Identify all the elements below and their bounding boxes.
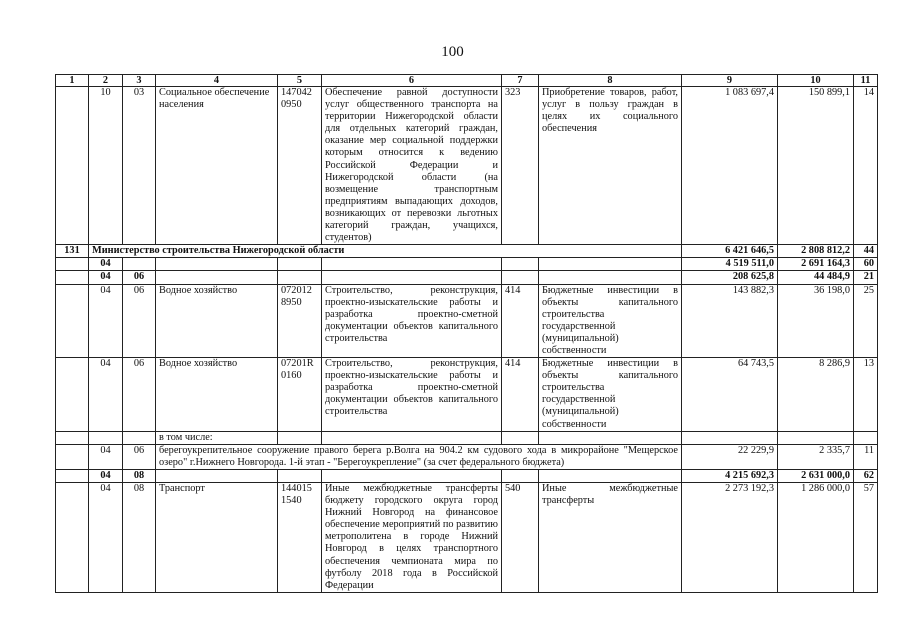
- table-row: [56, 284, 878, 358]
- object-description: берегоукрепительное сооружение правого берега р.Волга на 904.2 км судового хода в микрорайоне "Мещерское озеро" г.Нижнего Новгорода. 1-й этап - "Берегоукрепление" (за счет федерального бюджета): [156, 444, 682, 469]
- header-row: [56, 75, 878, 87]
- expense-description: Приобретение товаров, работ, услуг в пользу граждан в целях их социального обеспечения: [539, 87, 682, 245]
- expense-code: 540: [502, 483, 539, 593]
- percent: 21: [854, 271, 878, 284]
- target-description: Строительство, реконструкция, проектно-изыскательские работы и разработка проектно-сметной документации объектов капитального строительства: [322, 358, 502, 432]
- header-cell: 5: [278, 75, 322, 87]
- percent: 60: [854, 258, 878, 271]
- target-description: Строительство, реконструкция, проектно-изыскательские работы и разработка проектно-сметной документации объектов капитального строительства: [322, 284, 502, 358]
- subsection-code: 06: [123, 271, 156, 284]
- amount-plan: 143 882,3: [682, 284, 778, 358]
- section-code: 10: [89, 87, 123, 245]
- table-row: [56, 258, 878, 271]
- header-cell: 4: [156, 75, 278, 87]
- amount-actual: 2 808 812,2: [778, 245, 854, 258]
- amount-actual: 2 631 000,0: [778, 469, 854, 482]
- subsection-code: 08: [123, 469, 156, 482]
- section-name: Водное хозяйство: [156, 284, 278, 358]
- table-row: [56, 469, 878, 482]
- section-code: 04: [89, 258, 123, 271]
- subsection-code: 06: [123, 284, 156, 358]
- amount-plan: 4 519 511,0: [682, 258, 778, 271]
- amount-actual: 2 335,7: [778, 444, 854, 469]
- subsection-code: 06: [123, 444, 156, 469]
- expense-code: 323: [502, 87, 539, 245]
- percent: 25: [854, 284, 878, 358]
- ministry-code: 131: [56, 245, 89, 258]
- amount-plan: 1 083 697,4: [682, 87, 778, 245]
- amount-plan: 22 229,9: [682, 444, 778, 469]
- target-description: Обеспечение равной доступности услуг общественного транспорта на территории Нижегородской области для отдельных категорий граждан, оказание мер социальной поддержки которым относится к ведению Российской Федерации и Нижегородской области (на возмещение транспортным предприятиям выпадающих доходов, возникающих от перевозки льготных категорий граждан, учащихся, студентов): [322, 87, 502, 245]
- subsection-code: 06: [123, 358, 156, 432]
- percent: 13: [854, 358, 878, 432]
- amount-actual: 8 286,9: [778, 358, 854, 432]
- amount-plan: 208 625,8: [682, 271, 778, 284]
- amount-actual: 2 691 164,3: [778, 258, 854, 271]
- table-row: [56, 271, 878, 284]
- amount-actual: 1 286 000,0: [778, 483, 854, 593]
- section-name: Транспорт: [156, 483, 278, 593]
- percent: 44: [854, 245, 878, 258]
- section-code: 04: [89, 444, 123, 469]
- header-cell: 3: [123, 75, 156, 87]
- section-code: 04: [89, 469, 123, 482]
- percent: 62: [854, 469, 878, 482]
- header-cell: 8: [539, 75, 682, 87]
- section-code: 04: [89, 271, 123, 284]
- table-row: [56, 431, 878, 444]
- table-row: [56, 483, 878, 593]
- subsection-code: 03: [123, 87, 156, 245]
- section-code: 04: [89, 284, 123, 358]
- percent: 11: [854, 444, 878, 469]
- expense-description: Иные межбюджетные трансферты: [539, 483, 682, 593]
- section-code: 04: [89, 483, 123, 593]
- header-cell: 10: [778, 75, 854, 87]
- amount-plan: 4 215 692,3: [682, 469, 778, 482]
- header-cell: 9: [682, 75, 778, 87]
- target-code: 072012 8950: [278, 284, 322, 358]
- amount-actual: 36 198,0: [778, 284, 854, 358]
- amount-plan: 64 743,5: [682, 358, 778, 432]
- header-cell: 6: [322, 75, 502, 87]
- amount-actual: 44 484,9: [778, 271, 854, 284]
- page-number: 100: [441, 44, 464, 60]
- subsection-code: 08: [123, 483, 156, 593]
- expense-code: 414: [502, 284, 539, 358]
- header-cell: 7: [502, 75, 539, 87]
- section-name: Социальное обеспечение населения: [156, 87, 278, 245]
- budget-table: [55, 74, 878, 593]
- amount-plan: 2 273 192,3: [682, 483, 778, 593]
- expense-code: 414: [502, 358, 539, 432]
- target-code: 144015 1540: [278, 483, 322, 593]
- target-code: 147042 0950: [278, 87, 322, 245]
- table-row: [56, 245, 878, 258]
- expense-description: Бюджетные инвестиции в объекты капитального строительства государственной (муниципальной) собственности: [539, 358, 682, 432]
- target-description: Иные межбюджетные трансферты бюджету городского округа город Нижний Новгород на финансовое обеспечение мероприятий по развитию метрополитена в городе Нижний Новгород в целях транспортного обеспечения чемпионата мира по футболу 2018 года в Российской Федерации: [322, 483, 502, 593]
- percent: 14: [854, 87, 878, 245]
- section-code: 04: [89, 358, 123, 432]
- table-row: [56, 358, 878, 432]
- section-name: Водное хозяйство: [156, 358, 278, 432]
- table-row: [56, 87, 878, 245]
- target-code: 07201R 0160: [278, 358, 322, 432]
- amount-plan: 6 421 646,5: [682, 245, 778, 258]
- ministry-name: Министерство строительства Нижегородской области: [89, 245, 682, 258]
- table-row: [56, 444, 878, 469]
- header-cell: 1: [56, 75, 89, 87]
- percent: 57: [854, 483, 878, 593]
- header-cell: 2: [89, 75, 123, 87]
- amount-actual: 150 899,1: [778, 87, 854, 245]
- expense-description: Бюджетные инвестиции в объекты капитального строительства государственной (муниципальной) собственности: [539, 284, 682, 358]
- including-label: в том числе:: [156, 431, 278, 444]
- header-cell: 11: [854, 75, 878, 87]
